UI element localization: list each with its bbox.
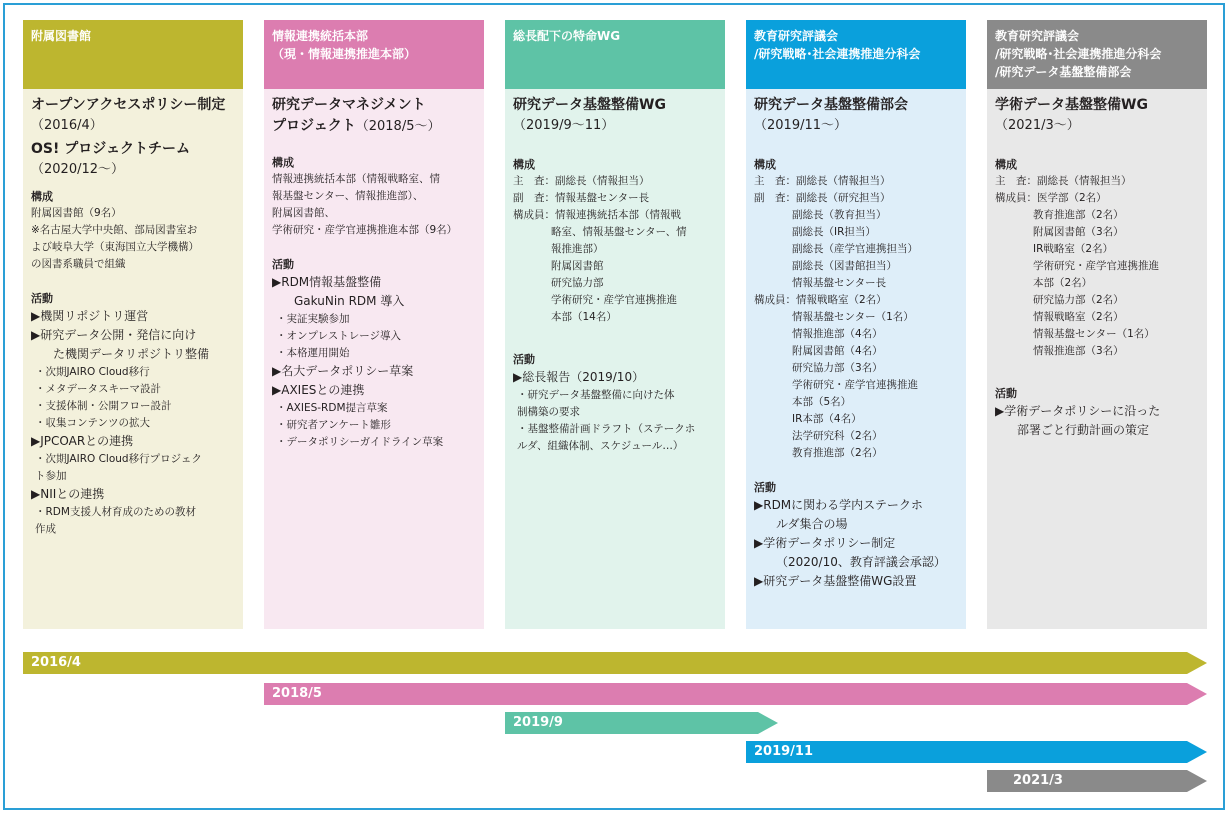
column-title: プロジェクト（2018/5～） [272,118,441,134]
activity-subitem: ・RDM支援人材育成のための教材 [35,506,196,518]
composition-line: 本部（5名） [792,396,852,408]
section-label: 構成 [31,190,53,203]
column-body [746,89,966,629]
activity-subitem: ・オンプレストレージ導入 [276,330,402,342]
activity-subitem: ・本格運用開始 [276,347,350,359]
column-library [23,20,243,629]
activity-subitem: ・メタデータスキーマ設計 [35,383,161,395]
arrow-head-icon [1187,652,1207,674]
column-title: 研究データマネジメント [272,97,426,113]
composition-line: 教育推進部（2名） [1033,209,1124,221]
composition-line: 情報推進部（4名） [792,328,883,340]
timeline-label: 2019/11 [754,744,814,759]
composition-line: 本部（2名） [1033,277,1093,289]
composition-line: 構成員：情報連携統括本部（情報戦 [513,209,681,221]
activity-subitem: ・データポリシーガイドライン草案 [276,436,444,448]
composition-line: 附属図書館（3名） [1033,226,1124,238]
column-research-council [746,20,966,629]
activity-subitem: ・AXIES-RDM提言草案 [276,402,388,414]
timeline-arrow-2019-9 [505,712,778,734]
timeline-arrow-2021 [987,770,1207,792]
composition-line: 報推進部） [551,243,604,255]
composition-line: 主 査：副総長（情報担当） [995,175,1132,187]
column-date: （2019/11～） [754,118,848,133]
timeline-arrow-2019-11 [746,741,1207,763]
timeline-label: 2018/5 [272,686,322,701]
arrow-head-icon [1187,770,1207,792]
column-header: 情報連携統括本部 （現・情報連携推進本部） [264,20,484,89]
activity-subitem: ト参加 [35,470,67,482]
column-date: （2021/3～） [995,118,1080,133]
column-info-headquarters [264,20,484,629]
timeline-label: 2016/4 [31,655,81,670]
section-label: 活動 [995,387,1017,400]
composition-line: 主 査：副総長（情報担当） [513,175,650,187]
composition-line: の図書系職員で組織 [31,258,126,270]
section-label: 構成 [995,158,1017,171]
composition-line: 法学研究科（2名） [792,430,883,442]
timeline-label: 2019/9 [513,715,563,730]
composition-line: 副総長（産学官連携担当） [792,243,918,255]
section-label: 構成 [513,158,535,171]
column-president-wg [505,20,725,629]
activity-subitem: ・実証実験参加 [276,313,350,325]
section-label: 活動 [754,481,776,494]
timeline-label: 2021/3 [1013,773,1063,788]
composition-line: 教育推進部（2名） [792,447,883,459]
activity-item: ▶RDM情報基盤整備 [272,275,382,289]
column-data-subcommittee [987,20,1207,629]
column-date: （2020/12～） [31,162,125,177]
activity-item: （2020/10、教育評議会承認） [776,555,946,569]
column-header: 総長配下の特命WG [505,20,725,89]
composition-line: 副 査：情報基盤センター長 [513,192,650,204]
activity-item: ▶名大データポリシー草案 [272,364,414,378]
activity-item: ▶JPCOARとの連携 [31,434,134,448]
column-date: （2019/9～11） [513,118,615,133]
composition-line: 附属図書館（4名） [792,345,883,357]
composition-line: 構成員：医学部（2名） [995,192,1107,204]
activity-item: 部署ごと行動計画の策定 [1017,423,1150,437]
composition-line: 情報基盤センター（1名） [792,311,914,323]
activity-item: ▶NIIとの連携 [31,487,105,501]
composition-line: IR戦略室（2名） [1033,243,1114,255]
timeline-arrow-2016 [23,652,1207,674]
composition-line: 主 査：副総長（情報担当） [754,175,891,187]
column-title: オープンアクセスポリシー制定 [31,97,226,113]
column-title: OS! プロジェクトチーム [31,141,190,157]
composition-line: ※名古屋大学中央館、部局図書室お [31,224,198,236]
composition-line: 構成員：情報戦略室（2名） [754,294,887,306]
composition-line: 附属図書館、 [272,207,335,219]
composition-line: 副総長（図書館担当） [792,260,897,272]
composition-line: 研究協力部（2名） [1033,294,1124,306]
arrow-head-icon [1187,683,1207,705]
activity-subitem: 制構築の要求 [517,406,580,418]
composition-line: 略室、情報基盤センター、情 [551,226,687,238]
activity-subitem: ・研究者アンケート雛形 [276,419,391,431]
timeline-arrow-2018 [264,683,1207,705]
column-title: 研究データ基盤整備WG [513,97,666,113]
activity-item: ▶総長報告（2019/10） [513,370,645,384]
column-body [23,89,243,629]
activity-subitem: ・次期JAIRO Cloud移行 [35,366,150,378]
section-label: 活動 [31,292,53,305]
composition-line: 学術研究・産学官連携推進 [551,294,677,306]
composition-line: 学術研究・産学官連携推進 [792,379,918,391]
composition-line: 研究協力部 [551,277,604,289]
activity-item: ▶学術データポリシー制定 [754,536,896,550]
column-body [505,89,725,629]
column-title: 学術データ基盤整備WG [995,97,1148,113]
column-header: 教育研究評議会 /研究戦略･社会連携推進分科会 [746,20,966,89]
activity-item: ▶AXIESとの連携 [272,383,365,397]
composition-line: 情報連携統括本部（情報戦略室、情 [272,173,440,185]
activity-subitem: ルダ、組織体制、スケジュール…） [517,440,684,452]
activity-subitem: ・収集コンテンツの拡大 [35,417,150,429]
composition-line: 本部（14名） [551,311,617,323]
activity-item: ▶研究データ基盤整備WG設置 [754,574,917,588]
composition-line: 副 査：副総長（研究担当） [754,192,891,204]
section-label: 構成 [754,158,776,171]
section-label: 活動 [513,353,535,366]
composition-line: 副総長（IR担当） [792,226,876,238]
arrow-head-icon [1187,741,1207,763]
composition-line: 附属図書館 [551,260,604,272]
composition-line: 副総長（教育担当） [792,209,887,221]
activity-item: ルダ集合の場 [776,517,848,531]
activity-subitem: 作成 [35,523,56,535]
composition-line: 研究協力部（3名） [792,362,883,374]
column-title: 研究データ基盤整備部会 [754,97,908,113]
composition-line: 情報推進部（3名） [1033,345,1124,357]
activity-item: た機関データリポジトリ整備 [53,347,210,361]
column-header: 附属図書館 [23,20,243,89]
activity-item: ▶機関リポジトリ運営 [31,309,149,323]
column-body [987,89,1207,629]
activity-subitem: ・研究データ基盤整備に向けた体 [517,389,675,401]
composition-line: 学術研究・産学官連携推進本部（9名） [272,224,458,236]
composition-line: IR本部（4名） [792,413,862,425]
arrow-head-icon [758,712,778,734]
activity-item: ▶学術データポリシーに沿った [995,404,1161,418]
composition-line: よび岐阜大学（東海国立大学機構） [31,241,199,253]
activity-subitem: ・支援体制・公開フロー設計 [35,400,172,412]
column-body [264,89,484,629]
activity-subitem: ・次期JAIRO Cloud移行プロジェク [35,453,202,465]
composition-line: 情報戦略室（2名） [1033,311,1124,323]
section-label: 活動 [272,258,294,271]
composition-line: 情報基盤センター（1名） [1033,328,1155,340]
column-date: （2016/4） [31,118,103,133]
activity-item: ▶研究データ公開・発信に向け [31,328,197,342]
section-label: 構成 [272,156,294,169]
activity-item: GakuNin RDM 導入 [294,294,405,308]
composition-line: 学術研究・産学官連携推進 [1033,260,1159,272]
activity-subitem: ・基盤整備計画ドラフト（ステークホ [517,423,696,435]
composition-line: 附属図書館（9名） [31,207,122,219]
activity-item: ▶RDMに関わる学内ステークホ [754,498,923,512]
composition-line: 報基盤センター、情報推進部）、 [272,190,424,202]
composition-line: 情報基盤センター長 [792,277,887,289]
column-header: 教育研究評議会 /研究戦略･社会連携推進分科会 /研究データ基盤整備部会 [987,20,1207,89]
